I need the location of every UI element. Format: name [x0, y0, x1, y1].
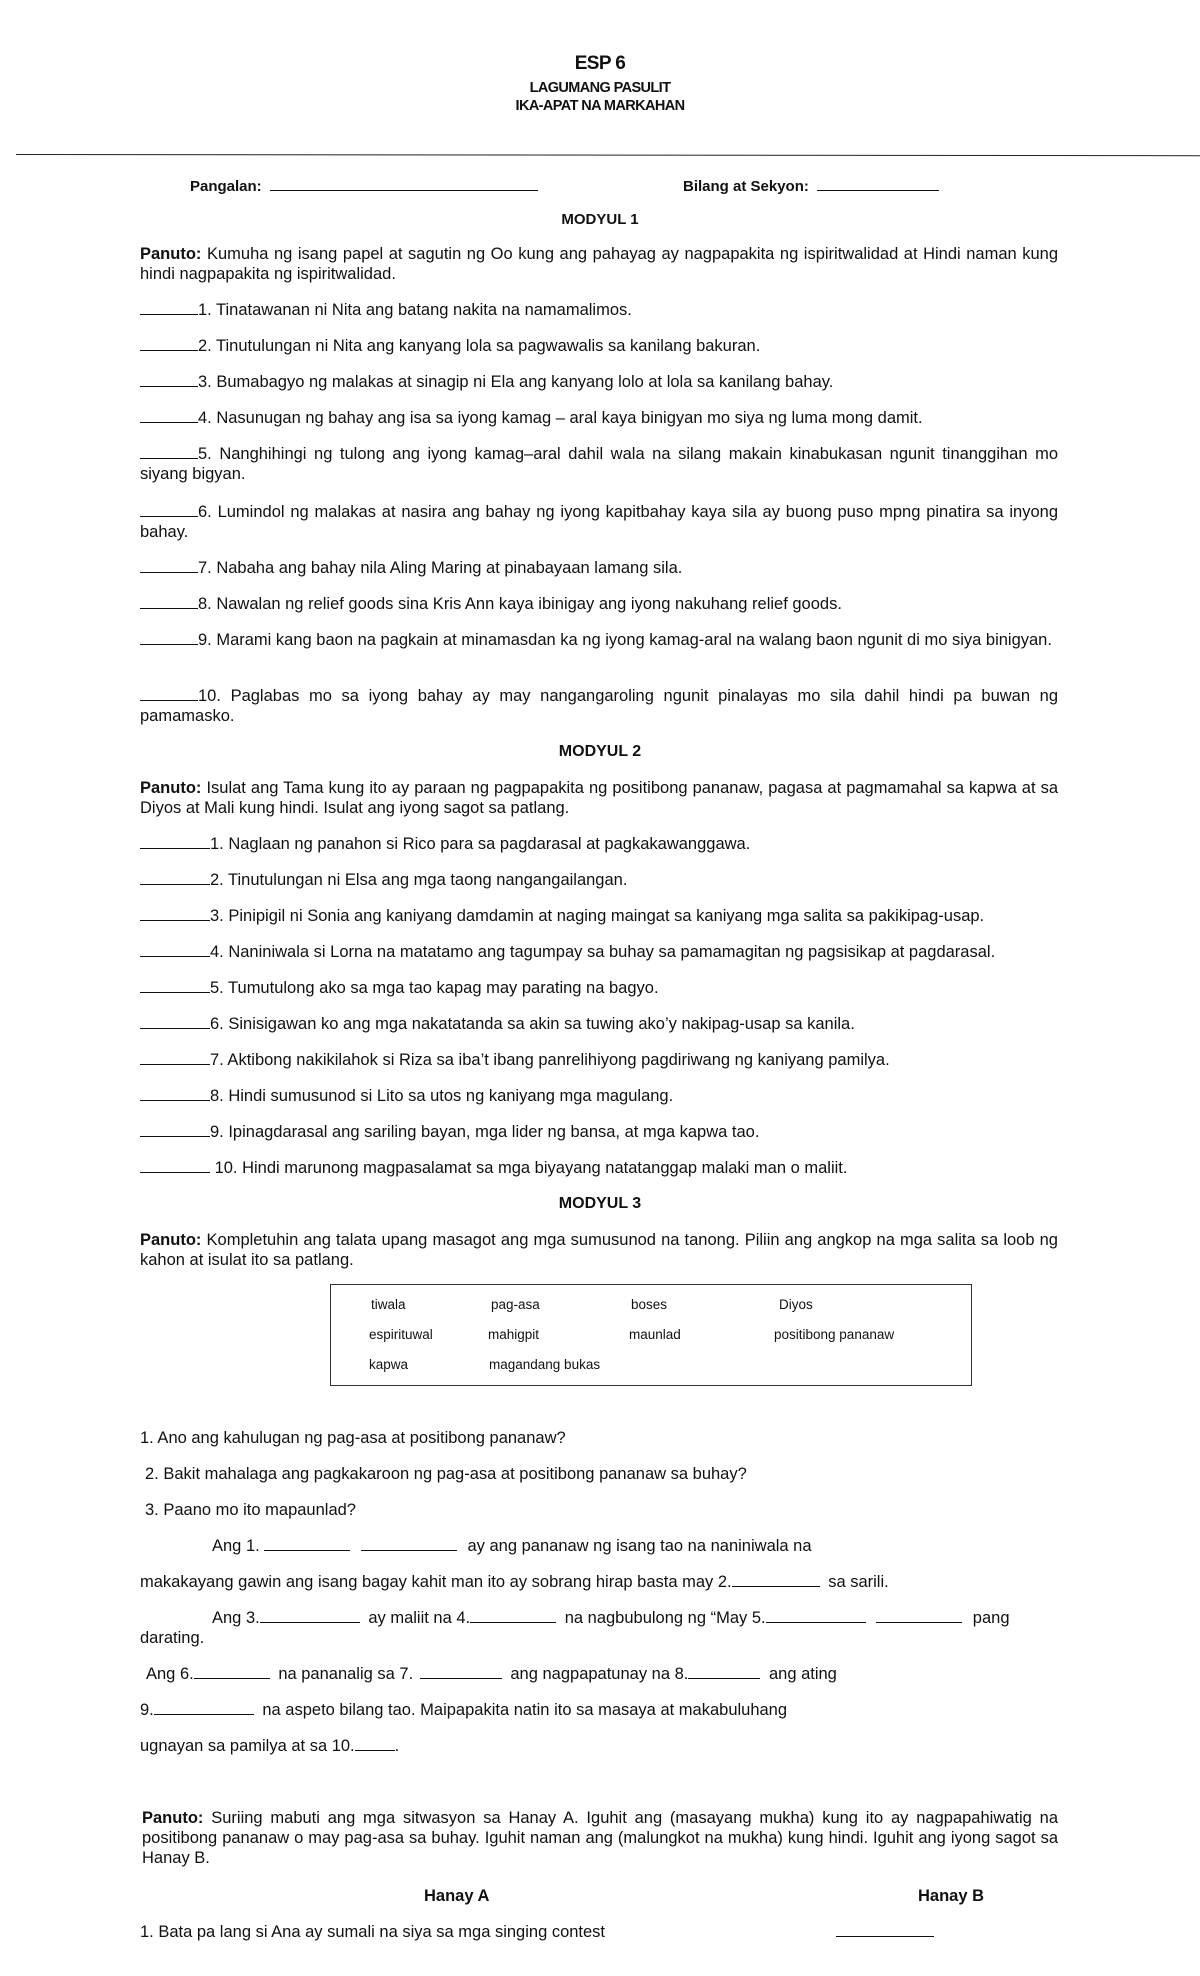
para-text: sa sarili.: [828, 1573, 889, 1591]
list-item: [140, 594, 1058, 614]
item-text: 9. Ipinagdarasal ang sariling bayan, mga lider ng bansa, at mga kapwa tao.: [210, 1123, 760, 1141]
item-text: 5. Tumutulong ako sa mga tao kapag may parating na bagyo.: [210, 979, 659, 997]
para-text: ang ating: [768, 1665, 837, 1683]
item-text: 3. Pinipigil ni Sonia ang kaniyang damdamin at naging maingat sa kaniyang mga salita sa pakikipag-usap.: [210, 907, 985, 925]
blank-7[interactable]: [420, 1664, 502, 1679]
item-text: 3. Bumabagyo ng malakas at sinagip ni Ela ang kanyang lolo at lola sa kanilang bahay.: [198, 373, 834, 391]
list-item: [140, 870, 1058, 890]
blank-8[interactable]: [688, 1664, 760, 1679]
item-text: 2. Tinutulungan ni Elsa ang mga taong nangangailangan.: [210, 871, 628, 889]
modyul4-instructions: [142, 1808, 1058, 1868]
answer-blank[interactable]: [140, 834, 210, 849]
answer-blank[interactable]: [140, 372, 198, 387]
answer-blank[interactable]: [140, 1086, 210, 1101]
modyul2-instructions: [140, 778, 1058, 818]
item-text: 10. Hindi marunong magpasalamat sa mga biyayang natatanggap malaki man o maliit.: [210, 1159, 848, 1177]
question-2: 2. Bakit mahalaga ang pagkakaroon ng pag-asa at positibong pananaw sa buhay?: [145, 1465, 747, 1483]
word-bank-item: maunlad: [629, 1327, 681, 1342]
list-item: [140, 906, 1058, 926]
answer-blank[interactable]: [140, 870, 210, 885]
list-item: [140, 834, 1058, 854]
list-item: [140, 630, 1058, 650]
para-text: na nagbubulong ng “May 5.: [564, 1609, 766, 1627]
modyul1-title: MODYUL 1: [561, 211, 639, 228]
word-bank-item: boses: [631, 1297, 668, 1312]
para-text: Ang 6.: [146, 1665, 194, 1683]
paragraph-line-2: [140, 1572, 889, 1592]
answer-blank[interactable]: [140, 906, 210, 921]
quiz-title: LAGUMANG PASULIT: [529, 80, 671, 96]
word-bank-item: Diyos: [779, 1297, 813, 1312]
header-divider: [16, 154, 1200, 156]
para-text: makakayang gawin ang isang bagay kahit man ito ay sobrang hirap basta may 2.: [140, 1573, 732, 1591]
paragraph-line-3: [212, 1608, 1010, 1628]
answer-blank[interactable]: [140, 1158, 210, 1173]
modyul3-title: MODYUL 3: [558, 1195, 642, 1212]
para-text: ay maliit na 4.: [368, 1609, 471, 1627]
list-item: [140, 502, 1058, 542]
answer-blank[interactable]: [140, 336, 198, 351]
paragraph-line-1: [212, 1536, 812, 1556]
blank-4[interactable]: [470, 1608, 556, 1623]
modyul2-title: MODYUL 2: [558, 743, 642, 760]
answer-blank[interactable]: [140, 1122, 210, 1137]
item-text: 9. Marami kang baon na pagkain at minamasdan ka ng iyong kamag-aral na walang baon ngunit di mo siya binigyan.: [198, 631, 1052, 649]
name-blank[interactable]: [270, 176, 538, 191]
list-item: [140, 942, 1058, 962]
modyul1-instructions: [140, 244, 1058, 284]
table-row-answer[interactable]: [836, 1922, 934, 1942]
word-bank-item: pag-asa: [491, 1297, 540, 1312]
para-text: Ang 1.: [212, 1537, 260, 1555]
word-bank-item: tiwala: [371, 1297, 406, 1312]
section-blank[interactable]: [817, 176, 939, 191]
list-item: [140, 686, 1058, 726]
answer-blank[interactable]: [836, 1922, 934, 1937]
panuto-text: Kumuha ng isang papel at sagutin ng Oo kung ang pahayag ay nagpapakita ng ispiritwalidad at Hindi naman kung hindi nagpapakita ng ispiritwalidad.: [140, 245, 1058, 283]
paragraph-line-6: [140, 1736, 399, 1756]
word-bank-item: mahigpit: [488, 1327, 540, 1342]
item-text: 7. Aktibong nakikilahok si Riza sa iba’t ibang panrelihiyong pagdiriwang ng kaniyang pamilya.: [210, 1051, 890, 1069]
para-text: ay ang pananaw ng isang tao na naniniwala na: [467, 1537, 812, 1555]
paragraph-line-3b: darating.: [140, 1629, 205, 1647]
answer-blank[interactable]: [140, 630, 198, 645]
para-text: ang nagpapatunay na 8.: [510, 1665, 689, 1683]
para-text: .: [394, 1737, 400, 1755]
panuto-label: Panuto:: [140, 779, 202, 797]
para-text: na aspeto bilang tao. Maipapakita natin ito sa masaya at makabuluhang: [262, 1701, 788, 1719]
blank-3[interactable]: [260, 1608, 360, 1623]
word-bank-item: positibong pananaw: [774, 1327, 895, 1342]
item-text: 8. Nawalan ng relief goods sina Kris Ann kaya ibinigay ang iyong nakuhang relief goods.: [198, 595, 842, 613]
list-item: [140, 978, 1058, 998]
item-text: 6. Lumindol ng malakas at nasira ang bahay ng iyong kapitbahay kaya sila ay buong puso mpng pinatira sa inyong bahay.: [140, 503, 1058, 541]
answer-blank[interactable]: [140, 942, 210, 957]
list-item: [140, 444, 1058, 484]
para-text: na pananalig sa 7.: [278, 1665, 414, 1683]
name-field[interactable]: [190, 176, 538, 197]
para-text: pang: [972, 1609, 1010, 1627]
list-item: [140, 372, 1058, 392]
answer-blank[interactable]: [140, 978, 210, 993]
answer-blank[interactable]: [140, 686, 198, 701]
blank-5b[interactable]: [876, 1608, 962, 1623]
panuto-label: Panuto:: [140, 1231, 202, 1249]
column-b-header: Hanay B: [918, 1887, 985, 1905]
blank-6[interactable]: [194, 1664, 270, 1679]
paragraph-line-4: [146, 1664, 837, 1684]
name-label: Pangalan:: [190, 178, 262, 195]
table-row: 1. Bata pa lang si Ana ay sumali na siya sa mga singing contest: [140, 1923, 606, 1941]
list-item: [140, 1086, 1058, 1106]
modyul3-instructions: [140, 1230, 1058, 1270]
para-text: 9.: [140, 1701, 154, 1719]
blank-1b[interactable]: [361, 1536, 457, 1551]
question-1: 1. Ano ang kahulugan ng pag-asa at positibong pananaw?: [140, 1429, 566, 1447]
para-text: ugnayan sa pamilya at sa 10.: [140, 1737, 355, 1755]
word-bank-item: espirituwal: [369, 1327, 433, 1342]
paragraph-line-5: [140, 1700, 787, 1720]
item-text: 4. Naniniwala si Lorna na matatamo ang tagumpay sa buhay sa pamamagitan ng pagsisikap at pagdarasal.: [210, 943, 996, 961]
list-item: [140, 558, 1058, 578]
item-text: 10. Paglabas mo sa iyong bahay ay may nangangaroling ngunit pinalayas mo sila dahil hindi pa buwan ng pamamasko.: [140, 687, 1058, 725]
item-text: 5. Nanghihingi ng tulong ang iyong kamag–aral dahil wala na silang makain kinabukasan ngunit tinanggihan mo siyang bigyan.: [140, 445, 1058, 483]
list-item: [140, 408, 1058, 428]
list-item: [140, 1158, 1058, 1178]
question-3: 3. Paano mo ito mapaunlad?: [145, 1501, 356, 1519]
list-item: [140, 1014, 1058, 1034]
blank-5a[interactable]: [766, 1608, 866, 1623]
answer-blank[interactable]: [140, 444, 198, 459]
item-text: 7. Nabaha ang bahay nila Aling Maring at pinabayaan lamang sila.: [198, 559, 683, 577]
word-bank-item: magandang bukas: [489, 1357, 601, 1372]
list-item: [140, 336, 1058, 356]
section-field[interactable]: [683, 176, 939, 197]
answer-blank[interactable]: [140, 594, 198, 609]
subject-heading: ESP 6: [574, 53, 626, 74]
list-item: [140, 300, 1058, 320]
answer-blank[interactable]: [140, 558, 198, 573]
word-bank-box: [330, 1284, 972, 1386]
answer-blank[interactable]: [140, 502, 198, 517]
item-text: 6. Sinisigawan ko ang mga nakatatanda sa akin sa tuwing ako’y nakipag-usap sa kanila.: [210, 1015, 855, 1033]
blank-1a[interactable]: [264, 1536, 350, 1551]
column-a-header: Hanay A: [424, 1887, 490, 1905]
answer-blank[interactable]: [140, 1014, 210, 1029]
panuto-label: Panuto:: [142, 1809, 204, 1827]
quarter-title: IKA-APAT NA MARKAHAN: [515, 98, 685, 114]
blank-10[interactable]: [355, 1736, 395, 1751]
list-item: [140, 1050, 1058, 1070]
section-label: Bilang at Sekyon:: [683, 178, 809, 195]
para-text: Ang 3.: [212, 1609, 260, 1627]
panuto-text: Kompletuhin ang talata upang masagot ang mga sumusunod na tanong. Piliin ang angkop na mga salita sa loob ng kahon at isulat ito sa patlang.: [140, 1231, 1058, 1269]
panuto-text: Suriing mabuti ang mga sitwasyon sa Hanay A. Iguhit ang (masayang mukha) kung ito ay nagpapahiwatig na positibong pananaw o may pag-asa sa buhay. Iguhit naman ang (malungkot na mukha) kung hindi. Iguhit ang iyong sagot sa Hanay B.: [142, 1809, 1058, 1867]
item-text: 1. Naglaan ng panahon si Rico para sa pagdarasal at pagkakawanggawa.: [210, 835, 751, 853]
answer-blank[interactable]: [140, 300, 198, 315]
list-item: [140, 1122, 1058, 1142]
blank-2[interactable]: [732, 1572, 820, 1587]
answer-blank[interactable]: [140, 408, 198, 423]
item-text: 4. Nasunugan ng bahay ang isa sa iyong kamag – aral kaya binigyan mo siya ng luma mong damit.: [198, 409, 923, 427]
answer-blank[interactable]: [140, 1050, 210, 1065]
item-text: 1. Tinatawanan ni Nita ang batang nakita na namamalimos.: [198, 301, 632, 319]
panuto-label: Panuto:: [140, 245, 202, 263]
blank-9[interactable]: [154, 1700, 254, 1715]
item-text: 8. Hindi sumusunod si Lito sa utos ng kaniyang mga magulang.: [210, 1087, 674, 1105]
item-text: 2. Tinutulungan ni Nita ang kanyang lola sa pagwawalis sa kanilang bakuran.: [198, 337, 761, 355]
word-bank-item: kapwa: [369, 1357, 409, 1372]
panuto-text: Isulat ang Tama kung ito ay paraan ng pagpapakita ng positibong pananaw, pagasa at pagmamahal sa kapwa at sa Diyos at Mali kung hindi. Isulat ang iyong sagot sa patlang.: [140, 779, 1058, 817]
